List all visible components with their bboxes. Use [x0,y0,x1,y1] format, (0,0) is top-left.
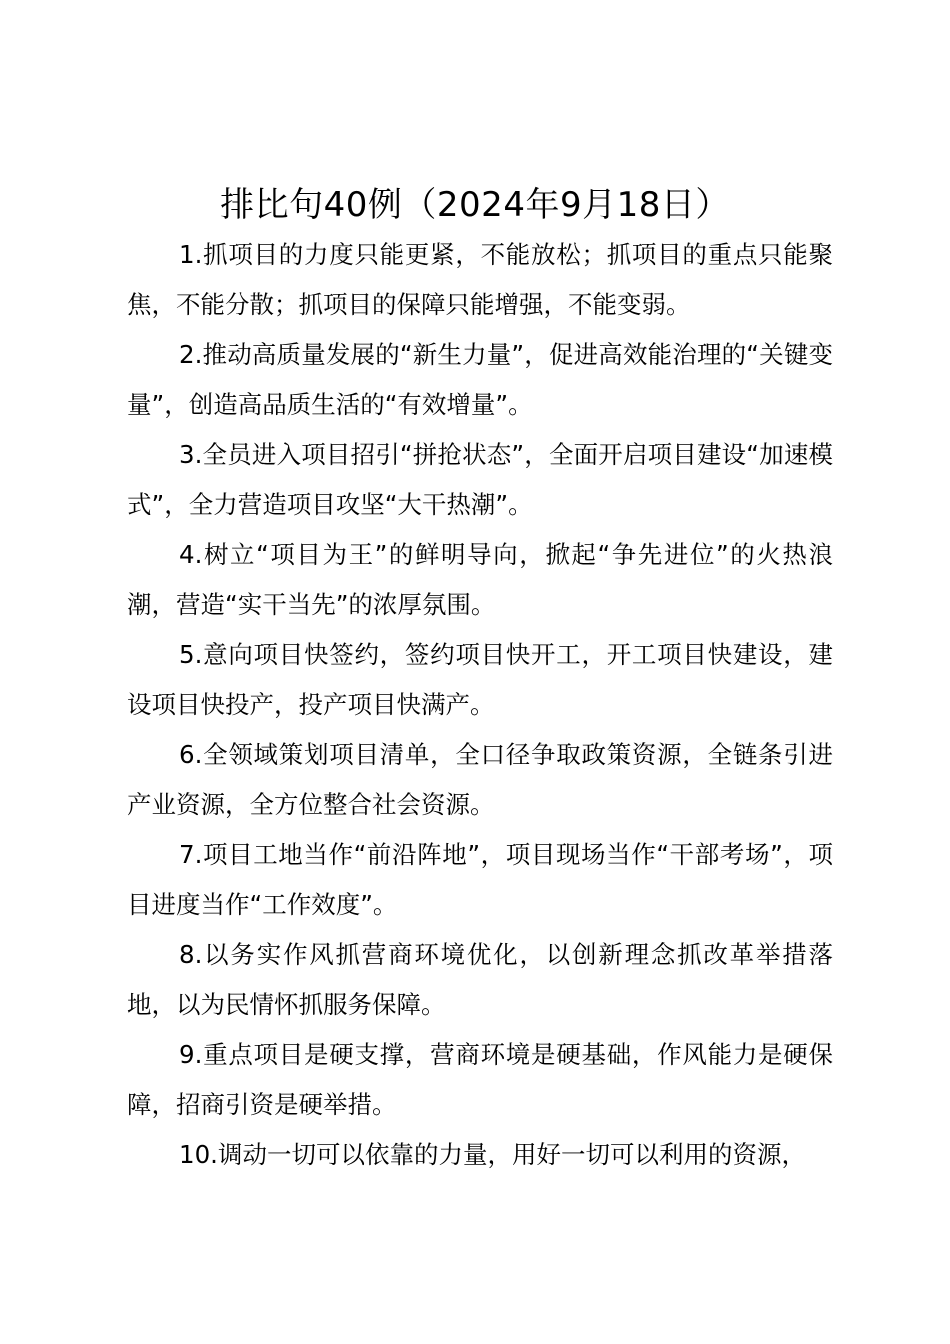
document-body [127,230,833,1180]
paragraph-7: 7.项目工地当作“前沿阵地”，项目现场当作“干部考场”，项目进度当作“工作效度”。 [127,840,833,919]
paragraph-10: 10.调动一切可以依靠的力量，用好一切可以利用的资源， [179,1140,806,1169]
paragraph-4: 4.树立“项目为王”的鲜明导向，掀起“争先进位”的火热浪潮，营造“实干当先”的浓厚氛围。 [127,540,833,619]
paragraph-6: 6.全领域策划项目清单，全口径争取政策资源，全链条引进产业资源，全方位整合社会资源。 [127,740,833,819]
paragraph-8: 8.以务实作风抓营商环境优化，以创新理念抓改革举措落地，以为民情怀抓服务保障。 [127,940,833,1019]
paragraph-9: 9.重点项目是硬支撑，营商环境是硬基础，作风能力是硬保障，招商引资是硬举措。 [127,1040,833,1119]
paragraph-1: 1.抓项目的力度只能更紧，不能放松；抓项目的重点只能聚焦，不能分散；抓项目的保障只能增强，不能变弱。 [127,240,833,319]
paragraph-2: 2.推动高质量发展的“新生力量”，促进高效能治理的“关键变量”，创造高品质生活的“有效增量”。 [127,340,833,419]
paragraph-5: 5.意向项目快签约，签约项目快开工，开工项目快建设，建设项目快投产，投产项目快满产。 [127,640,833,719]
document-title: 排比句40例（2024年9月18日） [220,185,730,225]
paragraph-3: 3.全员进入项目招引“拼抢状态”，全面开启项目建设“加速模式”，全力营造项目攻坚“大干热潮”。 [127,440,833,519]
